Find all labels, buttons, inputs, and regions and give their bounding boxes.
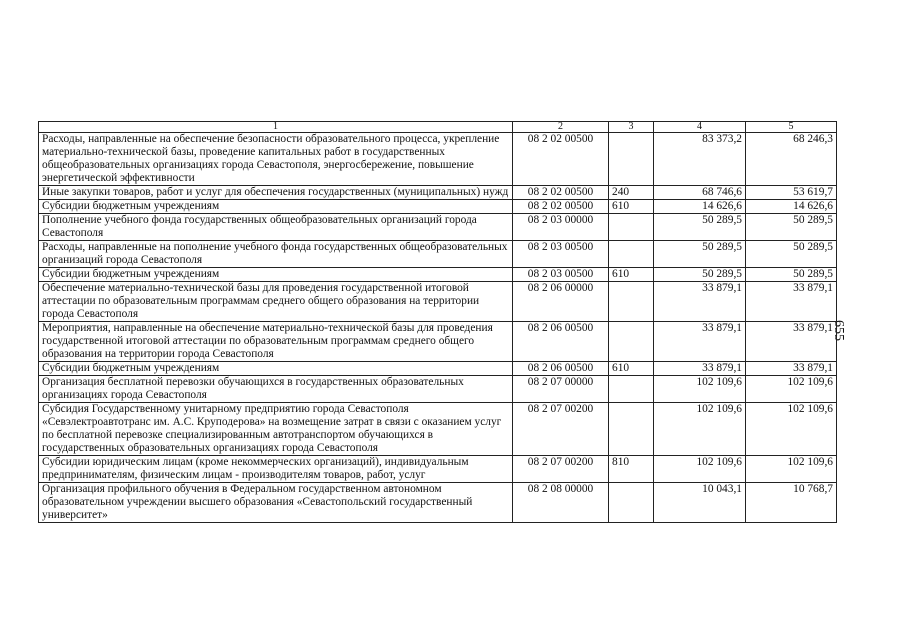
row-value-2024-cell: 33 879,1 [746,362,837,376]
row-code-cell: 08 2 07 00000 [513,376,609,403]
row-value-2023-cell: 33 879,1 [654,322,746,362]
header-col-3: 3 [609,122,654,133]
row-code-cell: 08 2 03 00000 [513,214,609,241]
row-name-cell: Расходы, направленные на обеспечение безопасности образовательного процесса, укрепление материально-технической базы, проведение капитальных работ в государственных общеобразовательных организациях города Севастополя, энергосбережение, повышение энергетической эффективности [39,133,513,186]
row-value-2024-cell: 50 289,5 [746,241,837,268]
row-code-cell: 08 2 02 00500 [513,133,609,186]
row-name-cell: Мероприятия, направленные на обеспечение материально-технической базы для проведения государственной итоговой аттестации по образовательным программам среднего общего образования на территории города Севастополя [39,322,513,362]
row-code-cell: 08 2 06 00000 [513,282,609,322]
table-row [39,362,837,376]
row-code-cell: 08 2 02 00500 [513,200,609,214]
row-value-2024-cell: 102 109,6 [746,403,837,456]
row-code-cell: 08 2 08 00000 [513,483,609,523]
row-name-cell: Обеспечение материально-технической базы для проведения государственной итоговой аттестации по образовательным программам среднего общего образования на территории города Севастополя [39,282,513,322]
row-name-cell: Иные закупки товаров, работ и услуг для обеспечения государственных (муниципальных) нужд [39,186,513,200]
row-code-cell: 08 2 06 00500 [513,362,609,376]
table-row [39,322,837,362]
header-col-1: 1 [39,122,513,133]
row-group-cell: 810 [609,456,654,483]
row-value-2024-cell: 102 109,6 [746,456,837,483]
page-number: 655 [831,320,846,341]
row-group-cell [609,403,654,456]
row-value-2023-cell: 50 289,5 [654,241,746,268]
row-value-2024-cell: 50 289,5 [746,214,837,241]
row-group-cell [609,322,654,362]
table-row [39,483,837,523]
row-value-2024-cell: 50 289,5 [746,268,837,282]
table-body [39,133,837,523]
header-row [39,122,837,133]
row-code-cell: 08 2 06 00500 [513,322,609,362]
table-row [39,133,837,186]
table-row [39,282,837,322]
row-value-2023-cell: 50 289,5 [654,268,746,282]
row-value-2023-cell: 102 109,6 [654,376,746,403]
row-value-2023-cell: 50 289,5 [654,214,746,241]
row-code-cell: 08 2 07 00200 [513,403,609,456]
row-name-cell: Субсидии бюджетным учреждениям [39,200,513,214]
row-name-cell: Субсидии бюджетным учреждениям [39,362,513,376]
row-value-2024-cell: 10 768,7 [746,483,837,523]
row-value-2023-cell: 102 109,6 [654,456,746,483]
row-name-cell: Расходы, направленные на пополнение учебного фонда государственных общеобразовательных организаций города Севастополя [39,241,513,268]
row-group-cell [609,282,654,322]
table-row [39,403,837,456]
row-code-cell: 08 2 03 00500 [513,241,609,268]
row-value-2023-cell: 14 626,6 [654,200,746,214]
row-value-2023-cell: 33 879,1 [654,282,746,322]
row-name-cell: Субсидии юридическим лицам (кроме некоммерческих организаций), индивидуальным предпринимателям, физическим лицам - производителям товаров, работ, услуг [39,456,513,483]
table-row [39,241,837,268]
row-value-2023-cell: 10 043,1 [654,483,746,523]
row-value-2023-cell: 83 373,2 [654,133,746,186]
row-group-cell: 610 [609,362,654,376]
row-value-2023-cell: 68 746,6 [654,186,746,200]
row-code-cell: 08 2 07 00200 [513,456,609,483]
row-group-cell [609,214,654,241]
row-value-2023-cell: 102 109,6 [654,403,746,456]
row-code-cell: 08 2 02 00500 [513,186,609,200]
row-name-cell: Субсидии бюджетным учреждениям [39,268,513,282]
row-value-2024-cell: 33 879,1 [746,322,837,362]
row-name-cell: Организация профильного обучения в Федеральном государственном автономном образовательном учреждении высшего образования «Севастопольский государственный университет» [39,483,513,523]
table-row [39,214,837,241]
header-col-5: 5 [746,122,837,133]
row-group-cell: 240 [609,186,654,200]
row-name-cell: Организация бесплатной перевозки обучающихся в государственных образовательных организациях города Севастополя [39,376,513,403]
table-row [39,376,837,403]
table-row [39,200,837,214]
row-name-cell: Пополнение учебного фонда государственных общеобразовательных организаций города Севастополя [39,214,513,241]
budget-table [38,121,837,523]
header-col-2: 2 [513,122,609,133]
table-row [39,186,837,200]
row-value-2024-cell: 33 879,1 [746,282,837,322]
row-group-cell [609,483,654,523]
row-group-cell [609,376,654,403]
row-group-cell [609,241,654,268]
row-value-2024-cell: 68 246,3 [746,133,837,186]
header-col-4: 4 [654,122,746,133]
row-value-2024-cell: 14 626,6 [746,200,837,214]
row-value-2024-cell: 102 109,6 [746,376,837,403]
row-code-cell: 08 2 03 00500 [513,268,609,282]
row-group-cell [609,133,654,186]
row-value-2023-cell: 33 879,1 [654,362,746,376]
row-value-2024-cell: 53 619,7 [746,186,837,200]
row-group-cell: 610 [609,200,654,214]
row-name-cell: Субсидия Государственному унитарному предприятию города Севастополя «Севэлектроавтотранс им. А.С. Круподерова» на возмещение затрат в связи с оказанием услуг по бесплатной перевозке специализированным автотранспортом обучающихся в государственных образовательных организациях города Севастополя [39,403,513,456]
row-group-cell: 610 [609,268,654,282]
table-row [39,268,837,282]
table-row [39,456,837,483]
